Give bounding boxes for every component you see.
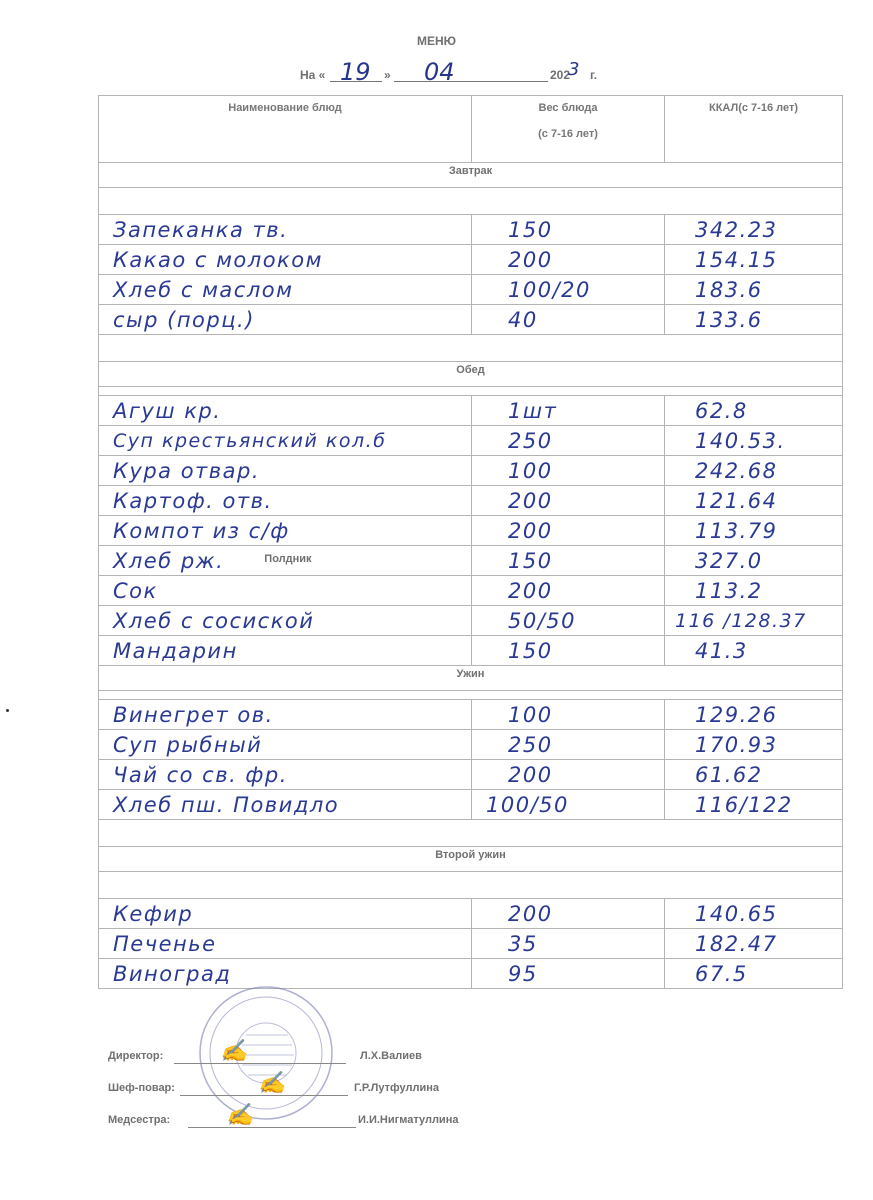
chef-signature: ✍	[258, 1070, 286, 1096]
column-header-kcal: ККАЛ(с 7-16 лет)	[665, 96, 843, 163]
table-row: Чай со св. фр. 200 61.62	[99, 760, 843, 790]
table-row: Хлеб с сосиской 50/50 116 /128.37	[99, 606, 843, 636]
table-row: Компот из с/ф 200 113.79	[99, 516, 843, 546]
date-year-suffix: г.	[590, 68, 598, 82]
table-row: Хлеб пш. Повидло 100/50 116/122	[99, 790, 843, 820]
menu-table	[98, 95, 843, 989]
signature-row-nurse	[108, 1102, 608, 1142]
section-header-dinner: Ужин	[99, 666, 843, 691]
table-row: Суп рыбный 250 170.93	[99, 730, 843, 760]
date-prefix: На «	[300, 68, 326, 82]
date-mid: »	[384, 68, 391, 82]
date-month: 04	[424, 58, 455, 86]
table-row: Суп крестьянский кол.б 250 140.53.	[99, 426, 843, 456]
signature-row-director	[108, 1038, 608, 1078]
table-row: Хлеб рж. $^{Полдник}$ 150 327.0	[99, 546, 843, 576]
table-row: Виноград 95 67.5	[99, 959, 843, 989]
table-row: Картоф. отв. 200 121.64	[99, 486, 843, 516]
nurse-label: Медсестра:	[108, 1114, 171, 1126]
document-title: МЕНЮ	[416, 34, 457, 48]
table-row: сыр (порц.) 40 133.6	[99, 305, 843, 335]
chef-label: Шеф-повар:	[108, 1082, 175, 1094]
table-row: Мандарин 150 41.3	[99, 636, 843, 666]
table-row: Хлеб с маслом 100/20 183.6	[99, 275, 843, 305]
date-line	[300, 60, 620, 86]
chef-name: Г.Р.Лутфуллина	[354, 1082, 439, 1094]
signatures-block	[108, 1038, 608, 1142]
nurse-name: И.И.Нигматуллина	[358, 1114, 459, 1126]
signature-row-chef	[108, 1070, 608, 1110]
table-row: Запеканка тв. 150 342.23	[99, 215, 843, 245]
column-header-name: Наименование блюд	[99, 96, 472, 163]
date-year-handwritten: 3	[568, 59, 580, 80]
director-signature: ✍	[220, 1038, 248, 1064]
section-header-snack: Полдник	[264, 552, 312, 565]
director-label: Директор:	[108, 1050, 164, 1062]
section-header-second-dinner: Второй ужин	[99, 847, 843, 872]
director-name: Л.Х.Валиев	[360, 1050, 422, 1062]
margin-dot	[6, 709, 9, 712]
table-header	[99, 96, 843, 163]
table-row: Кефир 200 140.65	[99, 899, 843, 929]
table-row: Печенье 35 182.47	[99, 929, 843, 959]
date-year-printed: 202	[550, 68, 571, 82]
month-underline	[394, 81, 548, 82]
table-row: Какао с молоком 200 154.15	[99, 245, 843, 275]
date-day: 19	[340, 58, 371, 86]
column-header-weight: Вес блюда (с 7-16 лет)	[472, 96, 665, 163]
table-row: Сок 200 113.2	[99, 576, 843, 606]
table-row: Кура отвар. 100 242.68	[99, 456, 843, 486]
section-header-breakfast: Завтрак	[99, 163, 843, 188]
table-row: Винегрет ов. 100 129.26	[99, 700, 843, 730]
section-header-lunch: Обед	[99, 362, 843, 387]
table-row: Агуш кр. 1шт 62.8	[99, 396, 843, 426]
nurse-signature: ✍	[226, 1102, 254, 1128]
